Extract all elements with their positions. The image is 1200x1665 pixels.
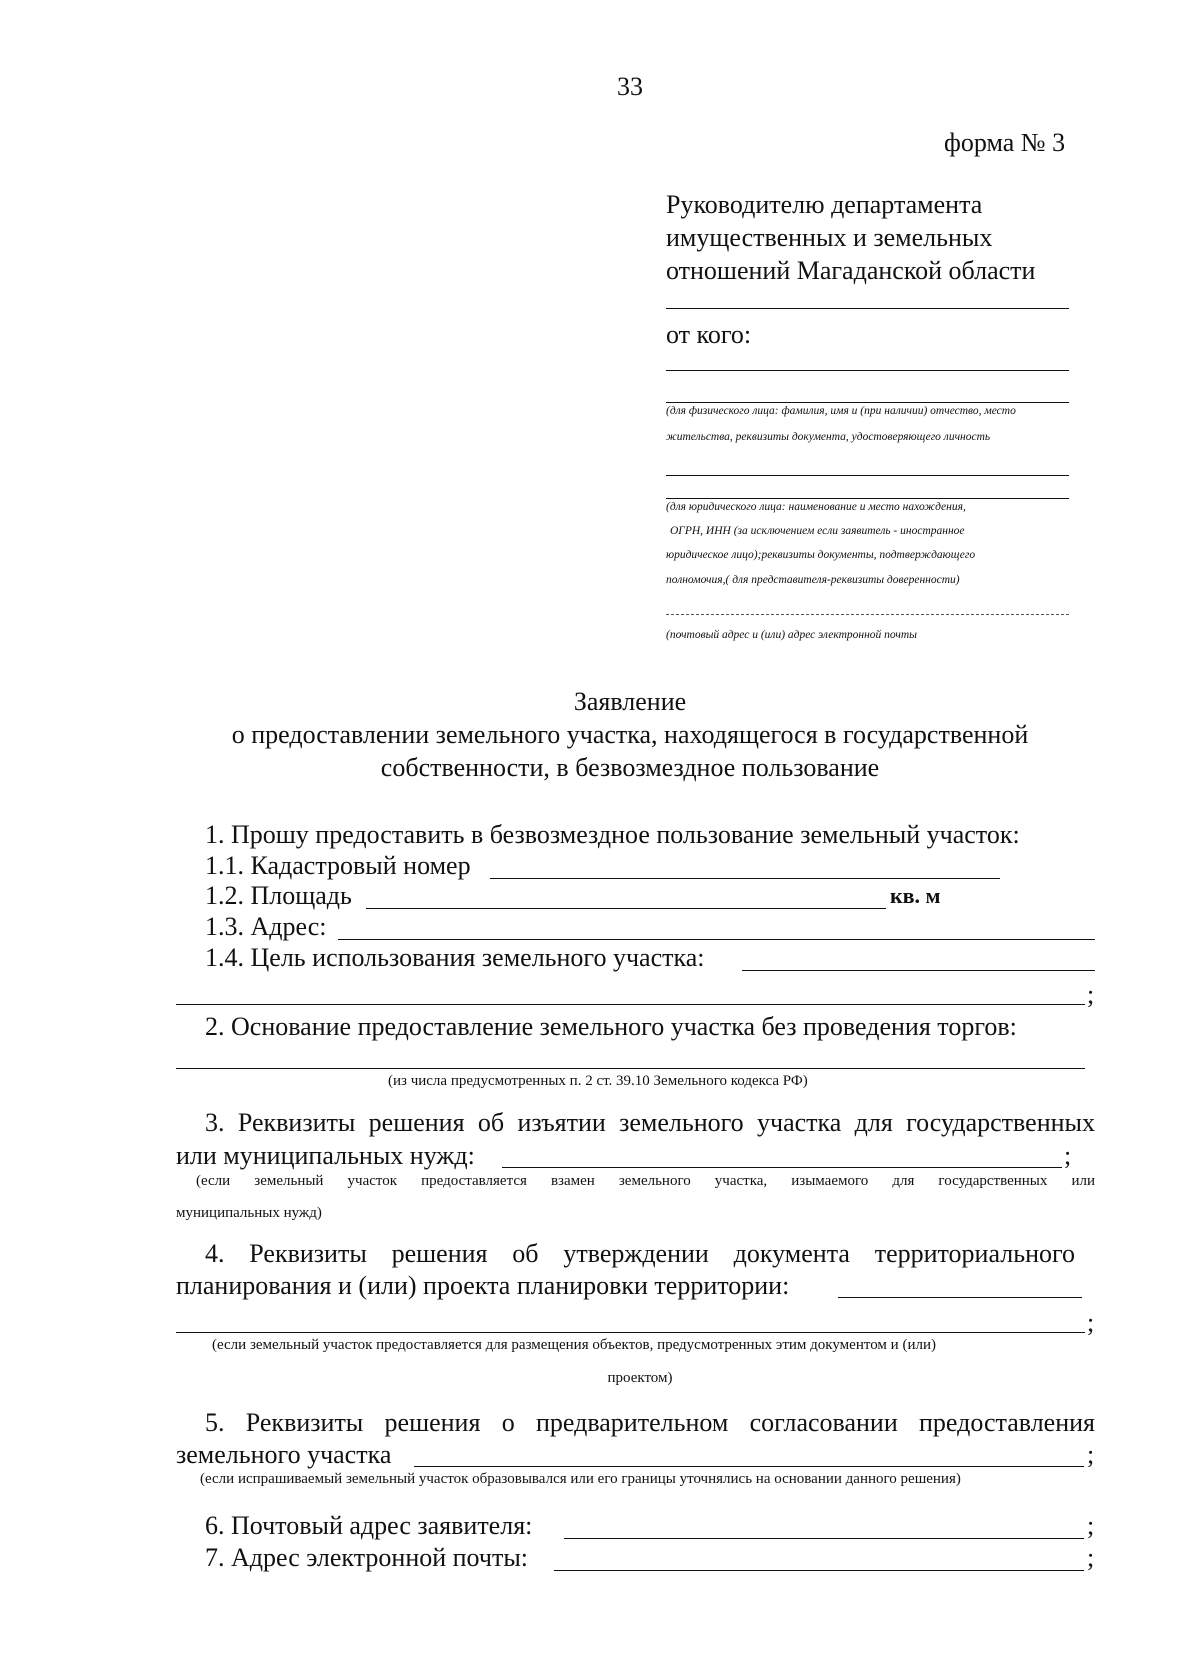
- addressee-line-1: Руководителю департамента: [666, 190, 983, 219]
- item-1-4-label: 1.4. Цель использования земельного участка:: [205, 943, 705, 972]
- cadastral-number-field[interactable]: [490, 878, 1000, 879]
- item-4-line-1: 4. Реквизиты решения об утверждении документа территориального: [205, 1239, 1075, 1268]
- from-blank-line-2[interactable]: [666, 402, 1069, 403]
- item-1-1-label: 1.1. Кадастровый номер: [205, 851, 471, 880]
- item-4-note-2: проектом): [607, 1370, 673, 1386]
- area-field[interactable]: [366, 908, 886, 909]
- addressee-line-3: отношений Магаданской области: [666, 256, 1036, 285]
- from-blank-line-3[interactable]: [666, 475, 1069, 476]
- postal-address-field[interactable]: [564, 1538, 1084, 1539]
- basis-field[interactable]: [176, 1068, 1085, 1069]
- seizure-decision-field[interactable]: [502, 1167, 1062, 1168]
- preliminary-approval-field[interactable]: [414, 1466, 1084, 1467]
- item-5-note: (если испрашиваемый земельный участок образовывался или его границы уточнялись на основании данного решения): [200, 1471, 961, 1487]
- item-1: 1. Прошу предоставить в безвозмездное пользование земельный участок:: [205, 820, 1020, 849]
- semicolon-3: ;: [1064, 1141, 1072, 1170]
- area-unit: кв. м: [890, 883, 941, 908]
- semicolon-6: ;: [1087, 1511, 1095, 1540]
- item-3-line-1: 3. Реквизиты решения об изъятии земельного участка для государственных: [205, 1108, 1095, 1137]
- from-blank-line-4[interactable]: [666, 498, 1069, 499]
- purpose-field[interactable]: [742, 970, 1095, 971]
- purpose-field-continued[interactable]: [176, 1004, 1085, 1005]
- item-7-label: 7. Адрес электронной почты:: [205, 1543, 529, 1572]
- from-blank-line-1[interactable]: [666, 370, 1069, 371]
- item-6-label: 6. Почтовый адрес заявителя:: [205, 1511, 533, 1540]
- from-label: от кого:: [666, 320, 752, 349]
- page-number: 33: [617, 72, 643, 101]
- item-4-line-2: планирования и (или) проекта планировки территории:: [176, 1271, 790, 1300]
- semicolon-7: ;: [1087, 1543, 1095, 1572]
- note-individual-1: (для физического лица: фамилия, имя и (при наличии) отчество, место: [666, 405, 1016, 417]
- item-4-note-1: (если земельный участок предоставляется для размещения объектов, предусмотренных этим документом и (или): [212, 1337, 936, 1353]
- item-1-3-label: 1.3. Адрес:: [205, 912, 327, 941]
- semicolon-5: ;: [1087, 1440, 1095, 1469]
- document-subtitle-2: собственности, в безвозмездное пользование: [380, 753, 880, 782]
- form-label: форма № 3: [944, 128, 1066, 157]
- document-title: Заявление: [573, 687, 687, 716]
- semicolon-1-4: ;: [1087, 980, 1095, 1009]
- item-1-2-label: 1.2. Площадь: [205, 881, 352, 910]
- note-legal-3: юридическое лицо);реквизиты документы, подтверждающего: [666, 549, 976, 561]
- item-3-line-2: или муниципальных нужд:: [176, 1141, 475, 1170]
- item-5-line-1: 5. Реквизиты решения о предварительном согласовании предоставления: [205, 1408, 1095, 1437]
- note-legal-1: (для юридического лица: наименование и место нахождения,: [666, 501, 966, 513]
- item-3-note-2: муниципальных нужд): [176, 1205, 322, 1221]
- item-2: 2. Основание предоставление земельного участка без проведения торгов:: [205, 1012, 1017, 1041]
- planning-decision-field-continued[interactable]: [176, 1332, 1085, 1333]
- addressee-blank-line[interactable]: [666, 308, 1069, 309]
- item-2-note: (из числа предусмотренных п. 2 ст. 39.10 Земельного кодекса РФ): [388, 1073, 808, 1089]
- contact-blank-line[interactable]: [666, 614, 1069, 615]
- semicolon-4: ;: [1087, 1308, 1095, 1337]
- document-subtitle-1: о предоставлении земельного участка, находящегося в государственной: [231, 720, 1029, 749]
- addressee-line-2: имущественных и земельных: [666, 223, 993, 252]
- item-5-line-2: земельного участка: [176, 1440, 392, 1469]
- note-individual-2: жительства, реквизиты документа, удостоверяющего личность: [666, 431, 991, 443]
- item-3-note-1: (если земельный участок предоставляется взамен земельного участка, изымаемого для государственных или: [196, 1173, 1095, 1189]
- note-legal-2: ОГРН, ИНН (за исключением если заявитель - иностранное: [670, 525, 965, 537]
- note-legal-4: полномочия,( для представителя-реквизиты доверенности): [666, 574, 960, 586]
- planning-decision-field[interactable]: [838, 1297, 1082, 1298]
- note-contact: (почтовый адрес и (или) адрес электронной почты: [666, 629, 917, 641]
- email-field[interactable]: [554, 1570, 1084, 1571]
- address-field[interactable]: [338, 939, 1095, 940]
